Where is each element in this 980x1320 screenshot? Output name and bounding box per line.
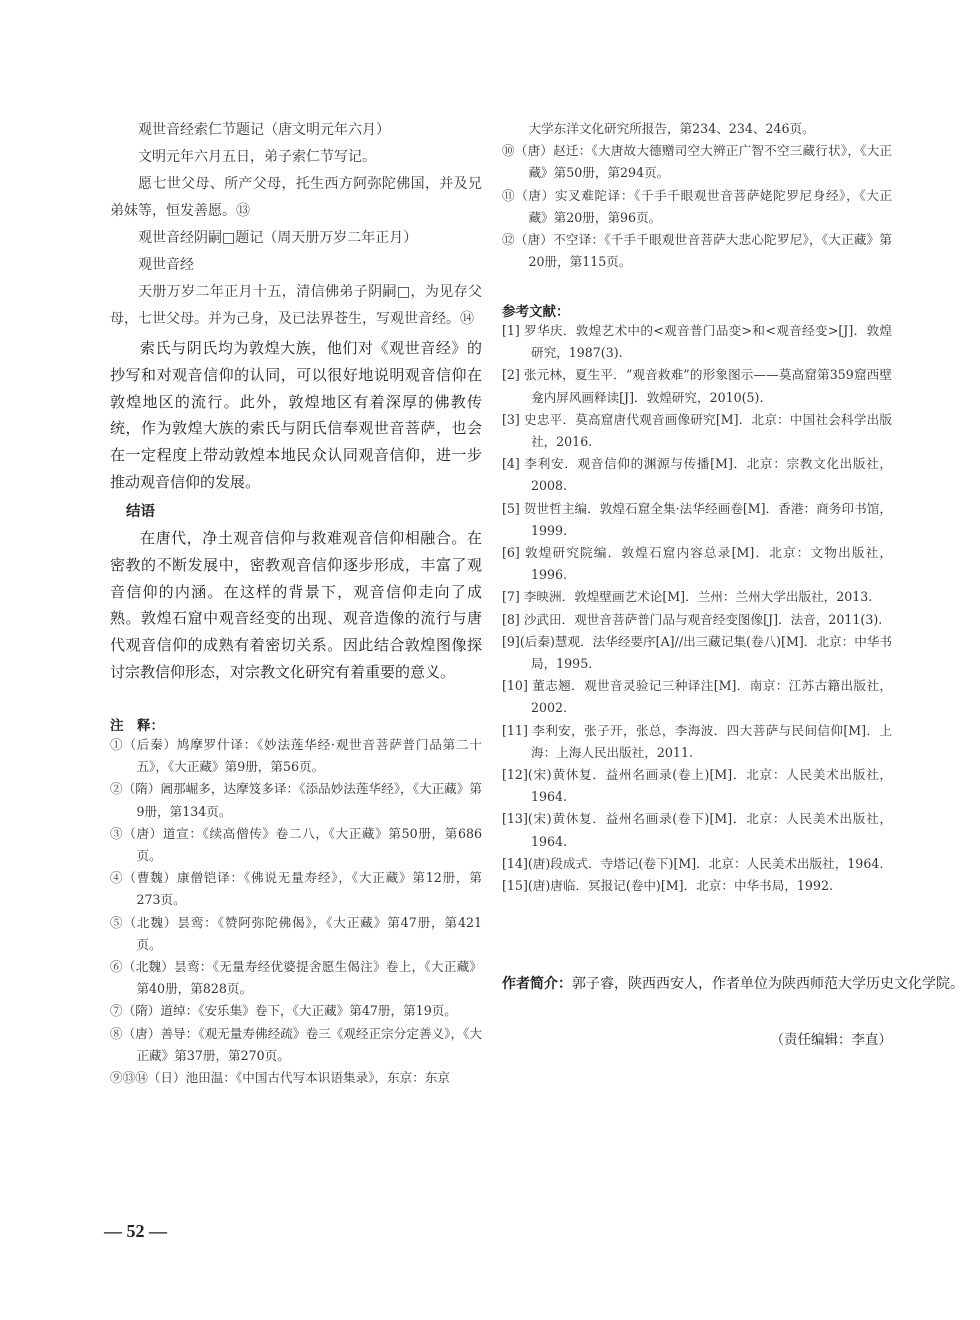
reference-item: [8] 沙武田．观世音菩萨普门品与观音经变图像[J]．法音，2011(3).: [502, 611, 883, 627]
note-item: ⑤（北魏）昙鸾：《赞阿弥陀佛偈》，《大正藏》第47册，第421页。: [110, 914, 482, 952]
note-item: ③（唐）道宣：《续高僧传》卷二八，《大正藏》第50册，第686页。: [110, 825, 482, 864]
inscriptions: [110, 117, 482, 333]
conclusion-heading: 结语: [126, 504, 155, 520]
note-item: ⑥（北魏）昙鸾：《无量寿经优婆提舍愿生偈注》卷上，《大正藏》第40册，第828页。: [110, 959, 482, 997]
conclusion: [110, 525, 482, 686]
notes-list: [110, 734, 482, 1089]
author-bio-label: 作者简介：: [502, 976, 572, 992]
notes-list-continued: [502, 118, 892, 273]
note-item: ④（曹魏）康僧铠译：《佛说无量寿经》，《大正藏》第12册，第273页。: [110, 870, 482, 908]
reference-item: [14](唐)段成式．寺塔记(卷下)[M]．北京：人民美术出版社，1964.: [502, 855, 884, 871]
reference-item: [11] 李利安，张子开，张总，李海波．四大菩萨与民间信仰[M]．上海：上海人民出版社，2011.: [502, 722, 892, 760]
note-item: ⑫（唐）不空译：《千手千眼观世音菩萨大悲心陀罗尼》，《大正藏》第20册，第115页。: [502, 232, 892, 270]
inscription-line: 观世音经阴嗣□题记（周天册万岁二年正月）: [138, 230, 418, 246]
reference-item: [4] 李利安．观音信仰的渊源与传播[M]．北京：宗教文化出版社，2008.: [502, 456, 892, 494]
reference-item: [13](宋)黄休复．益州名画录(卷下)[M]．北京：人民美术出版社，1964.: [502, 811, 892, 849]
note-item: ⑩（唐）赵迁：《大唐故大德赠司空大辨正广智不空三藏行状》，《大正藏》第50册，第294页。: [502, 143, 892, 181]
inscription-line: 天册万岁二年正月十五，清信佛弟子阴嗣□，为见存父母，七世父母。并为己身，及已法界苍生，写观世音经。⑭: [110, 284, 482, 327]
author-bio-text: 郭子睿，陕西西安人，作者单位为陕西师范大学历史文化学院。: [572, 976, 964, 992]
reference-item: [10] 董志翘．观世音灵验记三种译注[M]．南京：江苏古籍出版社，2002.: [502, 678, 892, 716]
note-item: ⑦（隋）道绰：《安乐集》卷下，《大正藏》第47册，第19页。: [110, 1003, 457, 1019]
reference-item: [12](宋)黄休复．益州名画录(卷上)[M]．北京：人民美术出版社，1964.: [502, 767, 892, 805]
author-bio: [502, 972, 970, 997]
inscription-line: 文明元年六月五日，弟子索仁节写记。: [138, 149, 376, 165]
conclusion-paragraph: 在唐代，净土观音信仰与救难观音信仰相融合。在密教的不断发展中，密教观音信仰逐步形成，丰富了观音信仰的内涵。在这样的背景下，观音信仰走向了成熟。敦煌石窟中观音经变的出现、观音造像的流行与唐代观音信仰的成熟有着密切关系。因此结合敦煌图像探讨宗教信仰形态，对宗教文化研究有着重要的意义。: [110, 529, 482, 681]
note-continuation: 大学东洋文化研究所报告，第234、234、246页。: [528, 121, 815, 136]
inscription-line: 观世音经: [138, 257, 194, 273]
reference-item: [3] 史忠平．莫高窟唐代观音画像研究[M]．北京：中国社会科学出版社，2016.: [502, 411, 892, 450]
reference-item: [15](唐)唐临．冥报记(卷中)[M]．北京：中华书局，1992.: [502, 878, 833, 894]
reference-item: [6] 敦煌研究院编．敦煌石窟内容总录[M]．北京：文物出版社，1996.: [502, 545, 892, 583]
note-item: ⑧（唐）善导：《观无量寿佛经疏》卷三《观经正宗分定善义》，《大正藏》第37册，第270页。: [110, 1025, 482, 1063]
notes-heading: 注 释：: [110, 718, 164, 734]
reference-item: [7] 李映洲．敦煌壁画艺术论[M]．兰州：兰州大学出版社，2013.: [502, 589, 873, 605]
responsible-editor: （责任编辑：李直）: [770, 1032, 892, 1048]
page-number: — 52 —: [104, 1221, 167, 1241]
reference-item: [5] 贺世哲主编．敦煌石窟全集·法华经画卷[M]．香港：商务印书馆，1999.: [502, 500, 892, 538]
note-item: ①（后秦）鸠摩罗什译：《妙法莲华经·观世音菩萨普门品第二十五》，《大正藏》第9册，第56页。: [110, 737, 482, 775]
note-item: ⑪（唐）实叉难陀译：《千手千眼观世音菩萨姥陀罗尼身经》，《大正藏》第20册，第96页。: [502, 187, 892, 225]
reference-item: [9](后秦)慧观．法华经要序[A]//出三藏记集(卷八)[M]．北京：中华书局，1995.: [502, 633, 892, 672]
body-text: [110, 335, 482, 496]
body-paragraph: 索氏与阴氏均为敦煌大族，他们对《观世音经》的抄写和对观音信仰的认同，可以很好地说明观音信仰在敦煌地区的流行。此外，敦煌地区有着深厚的佛教传统，作为敦煌大族的索氏与阴氏信奉观世音菩萨，也会在一定程度上带动敦煌本地民众认同观音信仰，进一步推动观音信仰的发展。: [110, 339, 482, 491]
references-list: [502, 320, 892, 897]
inscription-line: 愿七世父母、所产父母，托生西方阿弥陀佛国，并及兄弟妹等，恒发善愿。⑬: [110, 176, 482, 219]
references-heading: 参考文献：: [502, 304, 570, 320]
note-item: ②（隋）阇那崛多，达摩笈多译：《添品妙法莲华经》，《大正藏》第9册，第134页。: [110, 781, 482, 819]
note-item: ⑨⑬⑭（日）池田温：《中国古代写本识语集录》，东京：东京: [110, 1070, 451, 1086]
reference-item: [2] 张元林，夏生平．“观音救难”的形象图示——莫高窟第359窟西壁龛内屏风画释读[J]．敦煌研究，2010(5).: [502, 367, 892, 405]
inscription-line: 观世音经索仁节题记（唐文明元年六月）: [138, 122, 390, 138]
reference-item: [1] 罗华庆．敦煌艺术中的<观音普门品变>和<观音经变>[J]．敦煌研究，1987(3).: [502, 323, 892, 361]
